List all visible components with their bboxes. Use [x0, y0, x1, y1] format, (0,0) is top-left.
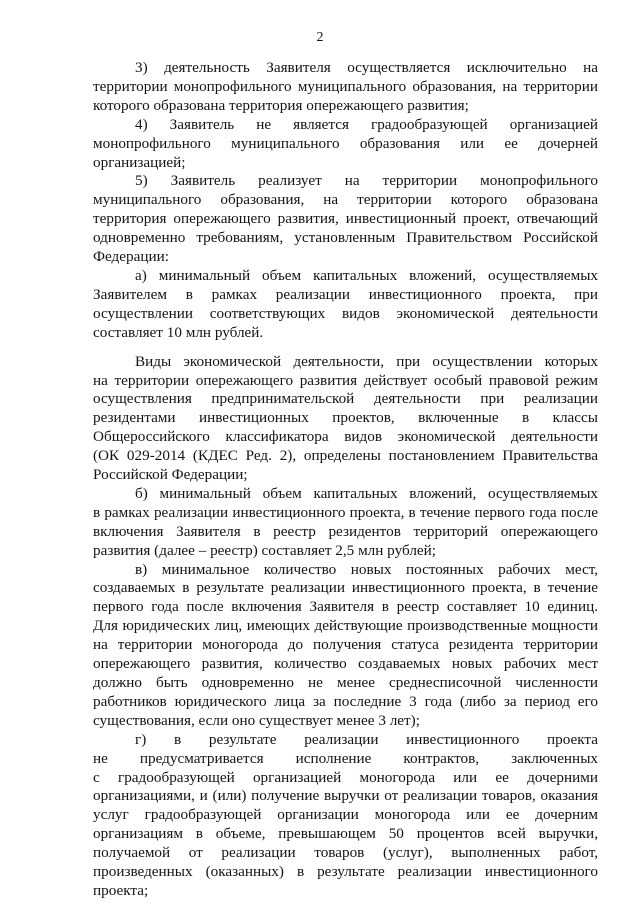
- text-line: Заявителем в рамках реализации инвестиционного проекта, при: [93, 285, 598, 303]
- text-line: осуществления предпринимательской деятельности при реализации: [93, 390, 598, 408]
- paragraph-pviews: [93, 353, 598, 485]
- paragraph-pv: [93, 561, 598, 731]
- text-line: 3) деятельность Заявителя осуществляется исключительно на: [135, 59, 598, 76]
- paragraph-p4: [93, 116, 598, 173]
- text-line: составляет 10 млн рублей.: [93, 323, 264, 341]
- document-body: [93, 59, 598, 901]
- paragraph-p3: [93, 59, 598, 116]
- text-line: резидентами инвестиционных проектов, включенные в классы: [93, 409, 598, 427]
- text-line: которого образована территория опережающего развития;: [93, 96, 469, 114]
- paragraph-pg: [93, 731, 598, 901]
- page-number: 2: [316, 30, 324, 45]
- paragraph-pa: [93, 267, 598, 343]
- text-line: организацией;: [93, 153, 186, 171]
- text-line: должно быть одновременно не менее среднесписочной численности: [93, 674, 598, 691]
- paragraph-pb: [93, 485, 598, 561]
- text-line: одновременно требованиям, установленным Правительством Российской: [93, 229, 598, 247]
- text-line: на территории моногорода до получения статуса резидента территории: [93, 636, 598, 654]
- text-line: осуществлении соответствующих видов экономической деятельности: [93, 304, 598, 322]
- text-line: создаваемых в результате реализации инвестиционного проекта, в течение: [93, 579, 598, 597]
- text-line: в) минимальное количество новых постоянных рабочих мест,: [135, 560, 598, 578]
- text-line: произведенных (оказанных) в результате реализации инвестиционного: [93, 863, 598, 881]
- text-line: проекта;: [93, 881, 149, 899]
- text-line: включения Заявителя в реестр резидентов территорий опережающего: [93, 522, 598, 540]
- text-line: Федерации:: [93, 248, 169, 266]
- text-line: услуг градообразующей организации моногорода или ее дочерним: [93, 806, 598, 824]
- text-line: на территории опережающего развития действует особый правовой режим: [93, 371, 598, 389]
- paragraph-gap: [93, 343, 598, 353]
- text-line: монопрофильного муниципального образования или ее дочерней: [93, 134, 598, 152]
- text-line: 5) Заявитель реализует на территории монопрофильного: [135, 172, 598, 190]
- text-line: территории монопрофильного муниципального образования, на территории: [93, 77, 598, 95]
- text-line: в рамках реализации инвестиционного проекта, в течение первого года после: [93, 503, 598, 521]
- text-line: работников юридического лица за последние 3 года (либо за период его: [93, 692, 598, 710]
- text-line: развития (далее – реестр) составляет 2,5 млн рублей;: [93, 541, 436, 559]
- paragraph-p5: [93, 172, 598, 267]
- text-line: Виды экономической деятельности, при осуществлении которых: [135, 352, 598, 370]
- text-line: муниципального образования, на территории которого образована: [93, 191, 598, 209]
- text-line: получаемой от реализации товаров (услуг), выполненных работ,: [93, 844, 598, 862]
- text-line: (ОК 029-2014 (КДЕС Ред. 2), определены постановлением Правительства: [93, 447, 598, 465]
- text-line: Общероссийского классификатора видов экономической деятельности: [93, 428, 598, 446]
- text-line: г) в результате реализации инвестиционного проекта: [135, 730, 598, 748]
- text-line: опережающего развития, количество создаваемых новых рабочих мест: [93, 655, 598, 673]
- text-line: с градообразующей организацией моногорода или ее дочерними: [93, 768, 598, 786]
- text-line: организациями, и (или) получение выручки от реализации товаров, оказания: [93, 787, 598, 805]
- text-line: организациям в объеме, превышающем 50 процентов всей выручки,: [93, 825, 598, 843]
- text-line: Для юридических лиц, имеющих действующие производственные мощности: [93, 617, 598, 635]
- text-line: а) минимальный объем капитальных вложений, осуществляемых: [135, 266, 598, 284]
- text-line: территория опережающего развития, инвестиционный проект, отвечающий: [93, 210, 598, 228]
- text-line: 4) Заявитель не является градообразующей организацией: [135, 115, 598, 133]
- text-line: не предусматривается исполнение контрактов, заключенных: [93, 749, 598, 767]
- text-line: существования, если оно существует менее 3 лет);: [93, 711, 420, 729]
- text-line: первого года после включения Заявителя в реестр составляет 10 единиц.: [93, 598, 598, 616]
- text-line: Российской Федерации;: [93, 466, 248, 484]
- text-line: б) минимальный объем капитальных вложений, осуществляемых: [135, 484, 598, 502]
